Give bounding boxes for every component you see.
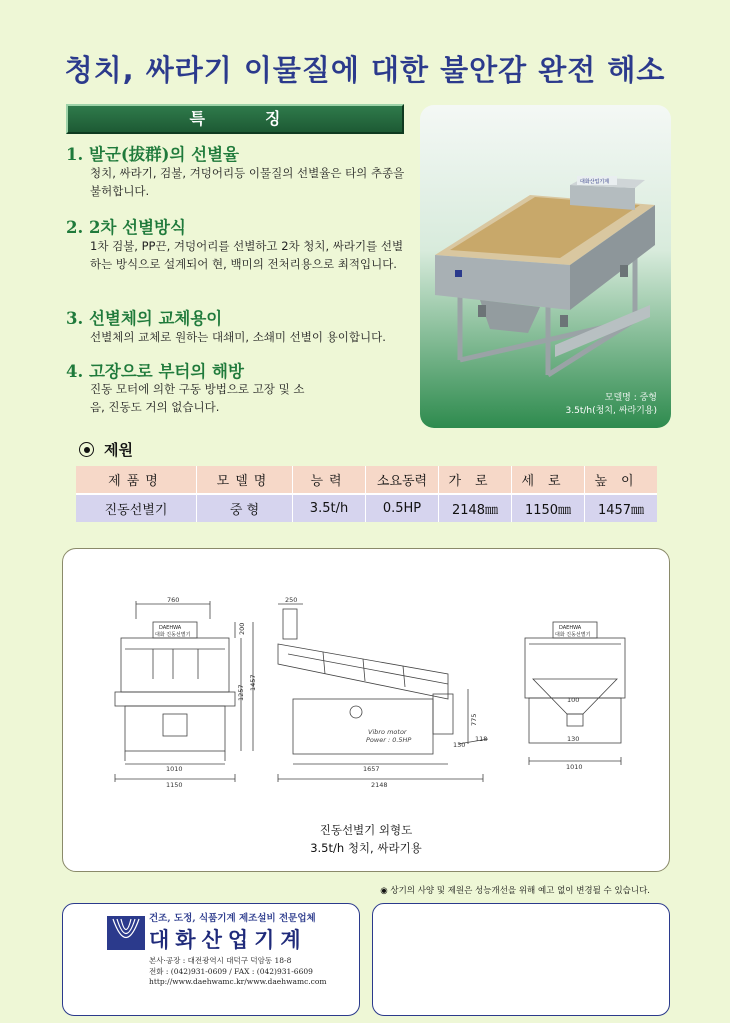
specs-cell: 1457㎜ bbox=[585, 495, 657, 522]
company-tagline: 건조, 도정, 식품기계 제조설비 전문업체 bbox=[149, 913, 316, 924]
feature-4-text: 진동 모터에 의한 구동 방법으로 고장 및 소음, 진동도 거의 없습니다. bbox=[90, 382, 305, 414]
specs-header-cell: 제품명 bbox=[76, 466, 197, 495]
company-name: 대화산업기계 bbox=[149, 928, 307, 952]
feature-2-heading: 2. 2차 선별방식 bbox=[66, 218, 186, 237]
feature-1-heading: 1. 발군(拔群)의 선별율 bbox=[66, 145, 239, 164]
specs-header-cell: 가로 bbox=[439, 466, 512, 495]
specs-header-cell: 소요동력 bbox=[366, 466, 439, 495]
rear-plate-name: 대화 진동선별기 bbox=[555, 632, 591, 638]
company-address: 본사·공장 : 대전광역시 대덕구 덕암동 18-8 bbox=[149, 956, 292, 965]
feature-3-text: 선별체의 교체로 원하는 대쇄미, 소쇄미 선별이 용이합니다. bbox=[90, 330, 386, 344]
photo-caption-model: 모델명 : 중형 bbox=[604, 393, 657, 403]
specs-cell: 0.5HP bbox=[366, 495, 439, 522]
specs-cell: 진동선별기 bbox=[76, 495, 197, 522]
company-web: http://www.daehwamc.kr/www.daehwamc.com bbox=[149, 977, 327, 986]
specs-cell: 2148㎜ bbox=[439, 495, 512, 522]
product-photo bbox=[420, 105, 671, 428]
specs-cell: 1150㎜ bbox=[512, 495, 585, 522]
dim-1257: 1257 bbox=[237, 684, 245, 701]
dim-1010-front: 1010 bbox=[166, 765, 183, 773]
specs-header-cell: 능력 bbox=[293, 466, 366, 495]
machine-plate-label: 대화산업기계 bbox=[580, 179, 609, 185]
dim-760: 760 bbox=[167, 596, 180, 604]
features-banner: 특징 bbox=[66, 104, 404, 134]
page-title: 청치, 싸라기 이물질에 대한 불안감 완전 해소 bbox=[64, 53, 666, 87]
dim-130-side: 130 bbox=[453, 741, 466, 749]
photo-caption-capacity: 3.5t/h(청치, 싸라기용) bbox=[565, 406, 657, 416]
feature-1-text: 청치, 싸라기, 검불, 겨덩어리등 이물질의 선별율은 타의 추종을 불허합니다. bbox=[90, 166, 405, 198]
drawing-plate-brand: DAEHWA bbox=[159, 625, 182, 631]
motor-label-1: Vibro motor bbox=[368, 728, 407, 736]
specs-header-cell: 모델명 bbox=[197, 466, 293, 495]
specs-header-cell: 세로 bbox=[512, 466, 585, 495]
company-logo-icon bbox=[107, 916, 145, 950]
motor-label-2: Power : 0.5HP bbox=[366, 736, 412, 744]
change-notice: ◉ 상기의 사양 및 제원은 성능개선을 위해 예고 없이 변경될 수 있습니다. bbox=[380, 886, 650, 896]
specs-header-cell: 높이 bbox=[585, 466, 657, 495]
specs-heading: 제원 bbox=[79, 439, 133, 460]
drawing-caption-title: 진동선별기 외형도 bbox=[319, 823, 413, 837]
drawing-caption-sub: 3.5t/h 청치, 싸라기용 bbox=[310, 841, 422, 855]
company-info-box bbox=[62, 903, 360, 1016]
specs-data-row bbox=[76, 495, 657, 522]
photo-caption bbox=[566, 392, 658, 418]
dim-775: 775 bbox=[470, 713, 478, 726]
specs-cell: 중 형 bbox=[197, 495, 293, 522]
dim-1010-rear: 1010 bbox=[566, 763, 583, 771]
drawing-plate-name: 대화 진동선별기 bbox=[155, 632, 191, 638]
specs-header-row bbox=[76, 466, 657, 495]
dealer-stamp-box bbox=[372, 903, 670, 1016]
outline-drawing-panel bbox=[62, 548, 670, 872]
bullet-circle-icon bbox=[79, 442, 94, 457]
dim-2148: 2148 bbox=[371, 781, 388, 789]
specs-cell: 3.5t/h bbox=[293, 495, 366, 522]
dim-118: 118 bbox=[475, 735, 488, 743]
machine-illustration bbox=[420, 105, 671, 428]
dim-1457: 1457 bbox=[249, 674, 257, 691]
specs-table bbox=[76, 466, 657, 522]
company-phone: 전화 : (042)931-0609 / FAX : (042)931-6609 bbox=[149, 967, 313, 976]
feature-4-heading: 4. 고장으로 부터의 해방 bbox=[66, 362, 244, 381]
dim-200: 200 bbox=[238, 622, 246, 635]
dim-130-rear: 130 bbox=[567, 735, 580, 743]
outline-drawing bbox=[63, 549, 669, 809]
dim-1657: 1657 bbox=[363, 765, 380, 773]
dim-1150: 1150 bbox=[166, 781, 183, 789]
drawing-caption bbox=[63, 821, 669, 857]
feature-2-text: 1차 검불, PP끈, 겨덩어리를 선별하고 2차 청치, 싸라기를 선별하는 방식으로 설계되어 현, 백미의 전처리용으로 최적입니다. bbox=[90, 239, 404, 271]
feature-3-heading: 3. 선별체의 교체용이 bbox=[66, 309, 223, 328]
dim-250: 250 bbox=[285, 596, 298, 604]
dim-100: 100 bbox=[567, 696, 580, 704]
rear-plate-brand: DAEHWA bbox=[559, 625, 582, 631]
